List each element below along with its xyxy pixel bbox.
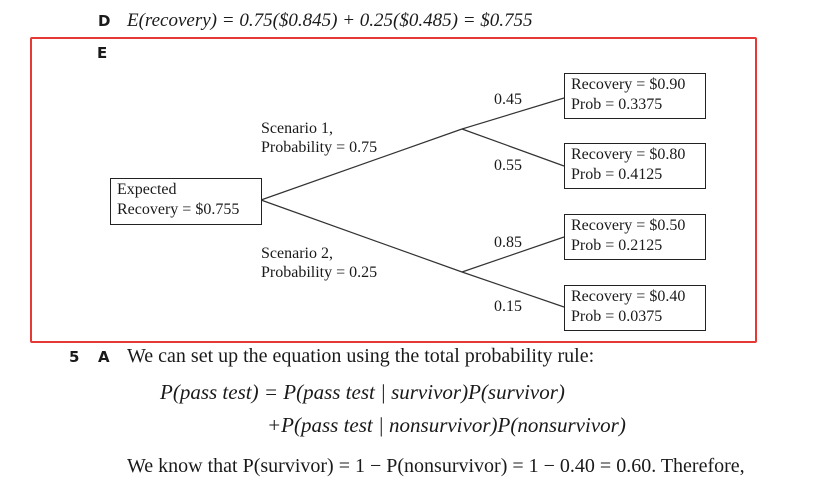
scenario-1-probability: Probability = 0.75 [261,139,378,156]
outcome-3-recovery: Recovery = $0.50 [571,217,686,234]
outcome-4-prob: Prob = 0.0375 [571,308,663,325]
outcome-3-prob: Prob = 0.2125 [571,237,663,254]
scenario-2-probability: Probability = 0.25 [261,264,378,281]
root-node-expected-recovery [110,178,262,225]
q5-intro-text: We can set up the equation using the total probability rule: [127,345,595,367]
outcome-node-1 [564,73,706,119]
branch-prob-4: 0.15 [494,298,522,315]
scenario-1-label [261,119,377,157]
scenario-1-title: Scenario 1, [261,120,333,137]
outcome-node-2 [564,143,706,189]
branch-prob-3: 0.85 [494,234,522,251]
outcome-1-recovery: Recovery = $0.90 [571,76,686,93]
root-line-1: Expected [117,181,177,198]
outcome-1-prob: Prob = 0.3375 [571,96,663,113]
q5-equation-line-2: +P(pass test | nonsurvivor)P(nonsurvivor) [267,413,626,437]
equation-d: E(recovery) = 0.75($0.845) + 0.25($0.485) = $0.755 [127,10,533,31]
outcome-node-4 [564,285,706,331]
scenario-2-title: Scenario 2, [261,245,333,262]
outcome-4-recovery: Recovery = $0.40 [571,288,686,305]
branch-prob-1: 0.45 [494,91,522,108]
outcome-node-3 [564,214,706,260]
q5-equation-line-1: P(pass test) = P(pass test | survivor)P(survivor) [160,380,565,404]
question-number-5: 5 [69,348,80,366]
answer-letter-d: D [98,12,111,30]
answer-letter-a: A [98,348,110,366]
branch-prob-2: 0.55 [494,157,522,174]
outcome-2-recovery: Recovery = $0.80 [571,146,686,163]
scenario-2-label [261,244,377,282]
q5-continuation-text: We know that P(survivor) = 1 − P(nonsurvivor) = 1 − 0.40 = 0.60. Therefore, [127,455,745,477]
outcome-2-prob: Prob = 0.4125 [571,166,663,183]
root-line-2: Recovery = $0.755 [117,201,240,218]
answer-letter-e: E [97,44,108,62]
